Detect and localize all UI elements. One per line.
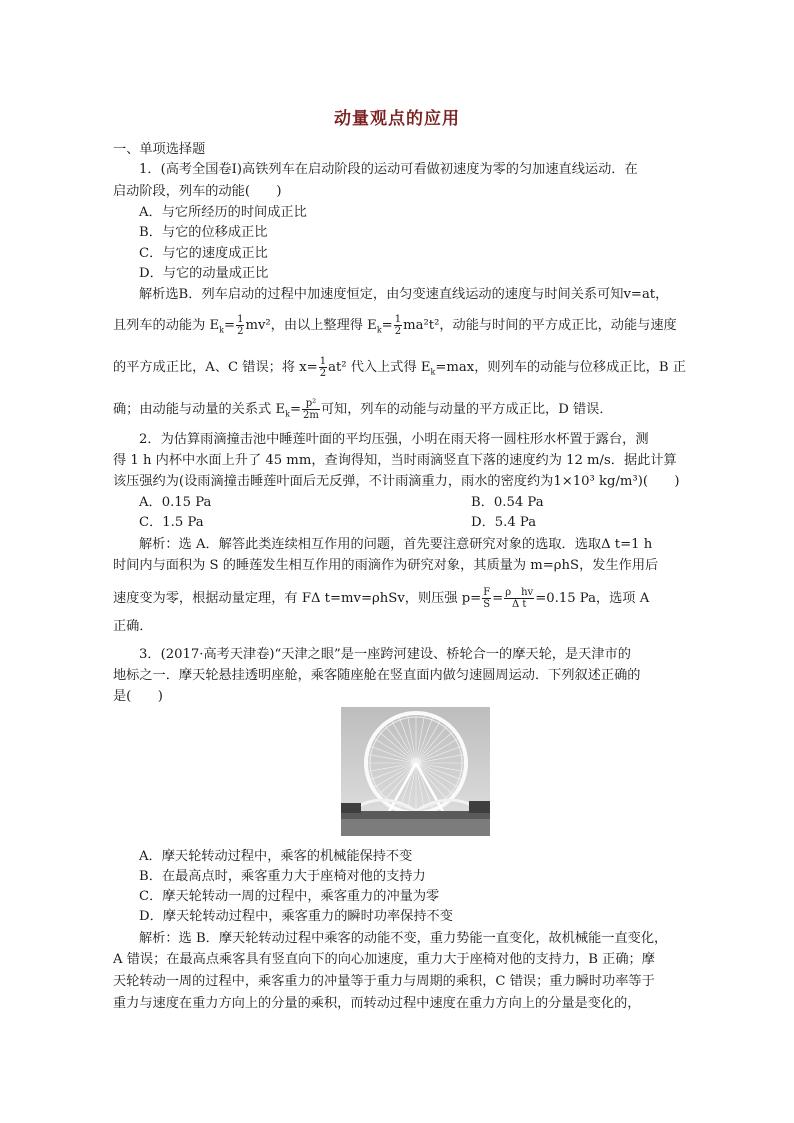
q1-option-d: D．与它的动量成正比 [139,266,269,281]
q3-stem-line3: 是( ) [113,689,163,704]
q3-analysis-line3: 天轮转动一周的过程中，乘客重力的冲量等于重力与周期的乘积，C 错误；重力瞬时功率等于 [113,974,655,989]
q3-option-a: A．摩天轮转动过程中，乘客的机械能保持不变 [139,849,413,864]
q1-analysis-line4: 确；由动能与动量的关系式 $E_k=$ $\frac{\text{p²}}{2m}$ 可知，列车的动能与动量的平方成正比，D 错误． [113,398,613,421]
q3-stem-line2: 地标之一．摩天轮悬挂透明座舱，乘客随座舱在竖直面内做匀速圆周运动．下列叙述正确的 [113,668,641,683]
q2-stem-line1: 2．为估算雨滴撞击池中睡莲叶面的平均压强，小明在雨天将一圆柱形水杯置于露台，测 [139,432,649,447]
page-title: 动量观点的应用 [334,109,460,129]
fraction-p2-over-2m: $\frac{\text{p²}}{2m}$ [303,398,319,421]
q2-option-b: B．0.54 Pa [471,495,544,510]
q2-analysis-line3: 速度变为零，根据动量定理，有 FΔ t=mv=ρhSv，则压强 p= $\frac{F}{S}$ = $\frac{\text{ρ hv}}{\text{Δ t}}$ =0.15 Pa，选项 A [113,587,650,610]
q2-analysis-line4: 正确． [113,619,153,634]
q1-option-c: C．与它的速度成正比 [139,246,268,261]
q3-option-d: D．摩天轮转动过程中，乘客重力的瞬时功率保持不变 [139,909,453,924]
q3-option-b: B．在最高点时，乘客重力大于座椅对他的支持力 [139,869,426,884]
q2-option-d: D．5.4 Pa [471,515,537,530]
q3-analysis-line1: 解析：选 B．摩天轮转动过程中乘客的动能不变，重力势能一直变化，故机械能一直变化， [139,931,668,946]
fraction-half: $\frac{1}{2}$ [237,314,244,337]
fraction-half: $\frac{1}{2}$ [394,314,402,337]
q2-option-a: A．0.15 Pa [139,495,212,510]
q2-stem-line2: 得 1 h 内杯中水面上升了 45 mm，查询得知，当时雨滴竖直下落的速度约为 12 m/s．据此计算 [113,453,677,468]
q3-analysis-line4: 重力与速度在重力方向上的分量的乘积，而转动过程中速度在重力方向上的分量是变化的， [113,996,641,1011]
q1-stem-line1: 1．(高考全国卷Ⅰ)高铁列车在启动阶段的运动可看做初速度为零的匀加速直线运动．在 [139,162,638,177]
fraction-rhohv-over-dt: $\frac{\text{ρ hv}}{\text{Δ t}}$ [505,587,534,610]
q3-option-c: C．摩天轮转动一周的过程中，乘客重力的冲量为零 [139,889,440,904]
q2-stem-line3: 该压强约为(设雨滴撞击睡莲叶面后无反弹，不计雨滴重力，雨水的密度约为1×10³ kg/m³)( ) [113,474,680,489]
fraction-half: $\frac{1}{2}$ [319,356,327,379]
q2-analysis-line1: 解析：选 A．解答此类连续相互作用的问题，首先要注意研究对象的选取．选取Δ t=1 h [139,537,653,552]
section-heading: 一、单项选择题 [113,142,206,157]
q2-option-c: C．1.5 Pa [139,515,204,530]
ferris-wheel-photo [341,707,490,836]
q1-stem-line2: 启动阶段，列车的动能( ) [113,184,282,199]
q3-analysis-line2: A 错误；在最高点乘客具有竖直向下的向心加速度，重力大于座椅对他的支持力，B 正确；摩 [113,952,655,967]
q1-analysis-line1: 解析选B．列车启动的过程中加速度恒定，由匀变速直线运动的速度与时间关系可知v=at， [139,287,669,302]
ferris-wheel-illustration [341,707,490,836]
fraction-f-over-s: $\frac{F}{S}$ [483,587,491,610]
q1-option-a: A．与它所经历的时间成正比 [139,205,307,220]
q1-analysis-line2: 且列车的动能为 $E_k=$ $\frac{1}{2}$ mv²，由以上整理得 $E_k=$ $\frac{1}{2}$ ma²t²，动能与时间的平方成正比，动能与速度 [113,314,677,337]
q2-analysis-line2: 时间内与面积为 S 的睡莲发生相互作用的雨滴作为研究对象，其质量为 m=ρhS，发生作用后 [113,558,659,573]
q1-analysis-line3: 的平方成正比，A、C 错误；将 x= $\frac{1}{2}$ at² 代入上式得 $E_k=\max$，则列车的动能与位移成正比，B 正 [113,356,686,379]
q1-option-b: B．与它的位移成正比 [139,225,268,240]
q3-stem-line1: 3．(2017·高考天津卷)“天津之眼”是一座跨河建设、桥轮合一的摩天轮，是天津市的 [139,647,631,662]
